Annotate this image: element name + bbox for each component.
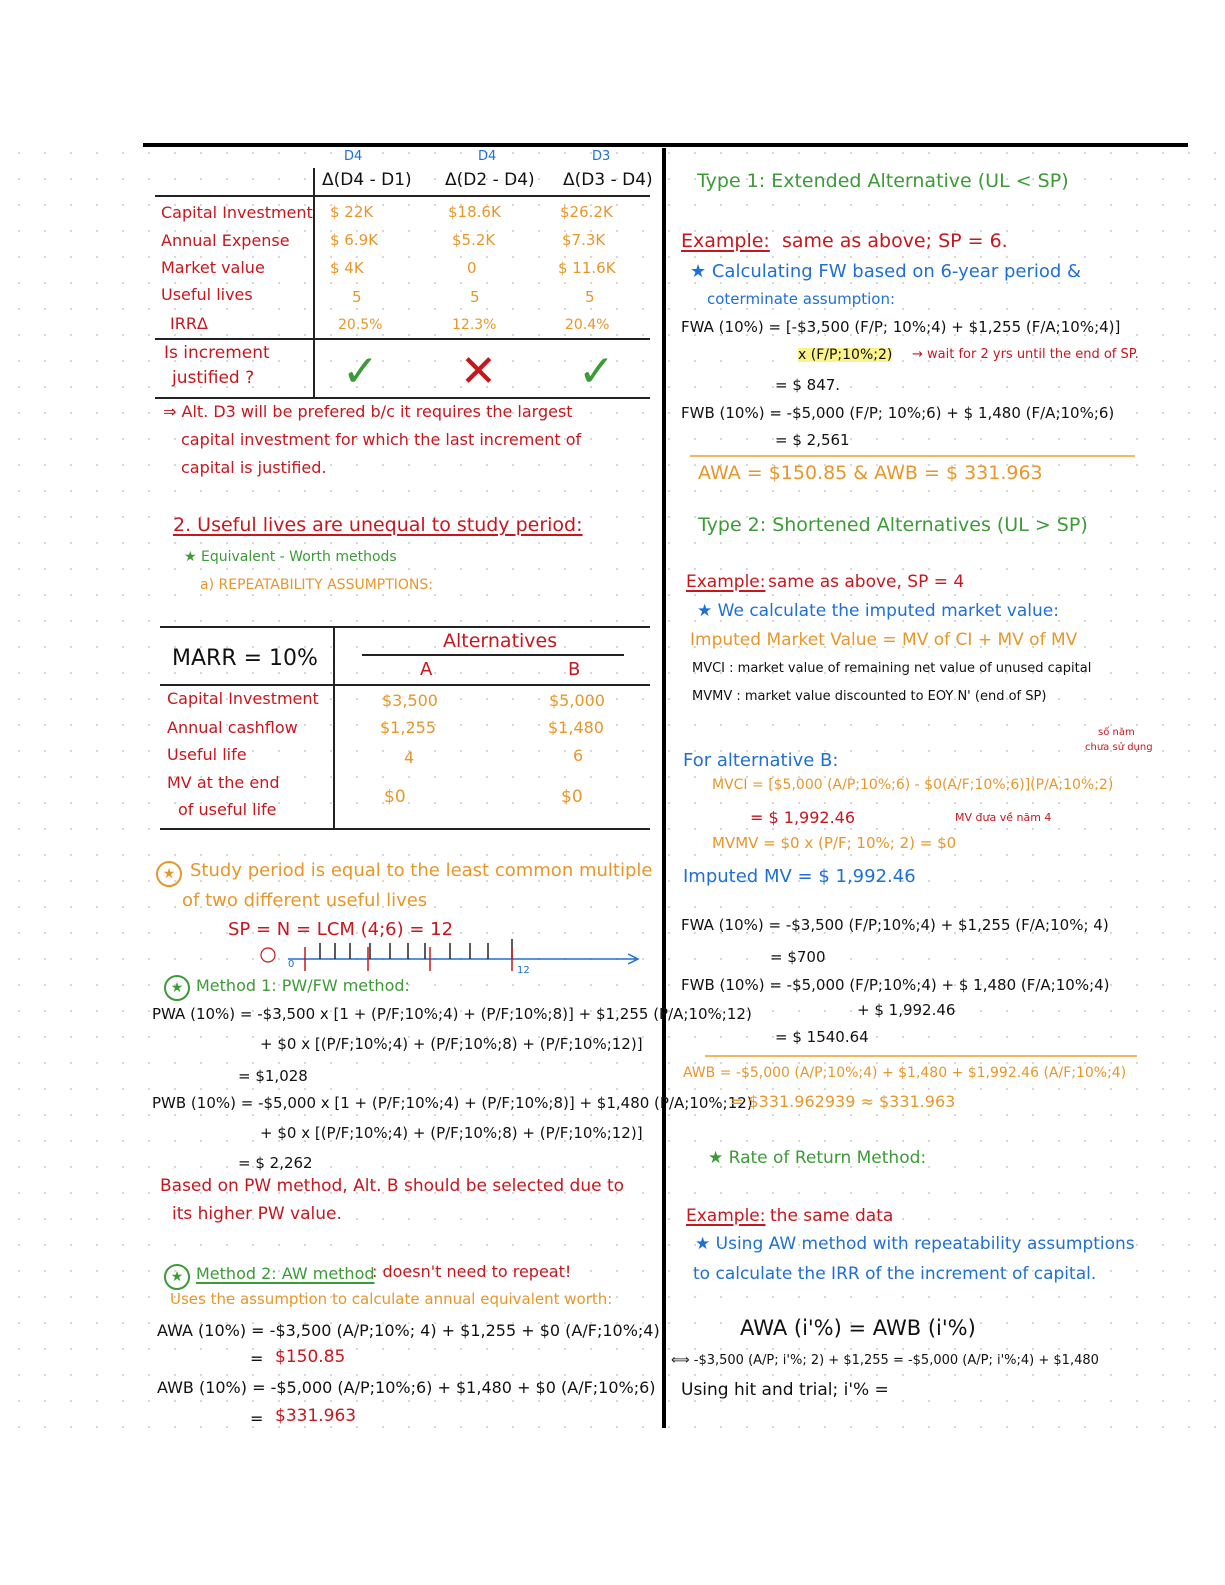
table-rule <box>333 626 335 828</box>
column-header: B <box>568 659 581 680</box>
section-heading: Type 2: Shortened Alternatives (UL > SP) <box>698 514 1088 536</box>
row-label: IRRΔ <box>170 314 208 333</box>
table-rule <box>362 654 624 656</box>
table-rule <box>313 168 315 397</box>
table-cell: $26.2K <box>560 203 613 221</box>
row-label: Capital Investment <box>167 689 319 708</box>
example-label: Example: <box>681 230 770 252</box>
method-note: Uses the assumption to calculate annual equivalent worth: <box>170 1290 613 1308</box>
column-header: Δ(D2 - D4) <box>445 170 535 190</box>
row-label: Market value <box>161 258 265 277</box>
equation-line: MVMV = $0 x (P/F; 10%; 2) = $0 <box>712 834 957 852</box>
table-rule <box>160 828 650 830</box>
example-text: same as above; SP = 6. <box>782 230 1008 252</box>
table-cell: $5,000 <box>549 691 605 710</box>
equation-line: = $ 1540.64 <box>775 1028 869 1046</box>
example-text: same as above, SP = 4 <box>768 572 965 592</box>
cash-flow-timeline <box>250 935 650 975</box>
equation-line: FWA (10%) = [-$3,500 (F/P; 10%;4) + $1,255 (F/A;10%;4)] <box>681 318 1121 336</box>
equation-line: AWB (10%) = -$5,000 (A/P;10%;6) + $1,480 + $0 (A/F;10%;6) <box>157 1378 656 1397</box>
row-label: Useful lives <box>161 285 253 304</box>
conclusion-text: ⇒ Alt. D3 will be prefered b/c it requires the largest <box>163 402 573 421</box>
column-header: Δ(D4 - D1) <box>322 170 412 190</box>
column-header: Alternatives <box>443 630 558 652</box>
result-line: = $331.962939 ≈ $331.963 <box>730 1092 956 1111</box>
table-cell: 12.3% <box>452 317 497 333</box>
table-cell: $1,255 <box>380 718 436 737</box>
method-heading: Method 2: AW method <box>196 1264 375 1283</box>
column-tag: D4 <box>478 149 497 164</box>
example-label: Example: <box>686 572 766 592</box>
equation-line: AWA (i'%) = AWB (i'%) <box>740 1316 976 1340</box>
table-cell: $5.2K <box>452 231 496 249</box>
equation-line: = $ 1,992.46 <box>750 808 856 827</box>
note-text: ★ We calculate the imputed market value: <box>697 601 1059 621</box>
row-label: justified ? <box>172 368 255 388</box>
table-cell: $1,480 <box>548 718 604 737</box>
annotation: → wait for 2 yrs until the end of SP. <box>912 347 1139 362</box>
annotation: số năm <box>1098 727 1135 738</box>
example-text: the same data <box>770 1206 894 1226</box>
definition-text: MVMV : market value discounted to EOY N' (end of SP) <box>692 689 1047 704</box>
equation-line: + $0 x [(P/F;10%;4) + (P/F;10%;8) + (P/F;10%;12)] <box>260 1035 643 1053</box>
equation-line: = <box>250 1349 264 1368</box>
column-tag: D3 <box>592 149 611 164</box>
cross-icon: ✕ <box>460 346 497 397</box>
row-label: Useful life <box>167 745 247 764</box>
table-cell: 5 <box>352 288 362 306</box>
result-line: Imputed MV = $ 1,992.46 <box>683 866 916 887</box>
conclusion-text: Based on PW method, Alt. B should be selected due to <box>160 1176 625 1196</box>
table-cell: 5 <box>585 288 595 306</box>
note-text: Imputed Market Value = MV of CI + MV of MV <box>690 630 1078 650</box>
equation-line: ⟺ -$3,500 (A/P; i'%; 2) + $1,255 = -$5,000 (A/P; i'%;4) + $1,480 <box>671 1353 1099 1368</box>
row-label: Annual Expense <box>161 231 290 250</box>
method-heading: ★ Rate of Return Method: <box>708 1148 927 1168</box>
equation-line: FWB (10%) = -$5,000 (F/P;10%;4) + $ 1,480 (F/A;10%;4) <box>681 976 1110 994</box>
note-text: For alternative B: <box>683 750 839 771</box>
star-icon: ★ <box>156 861 182 887</box>
column-divider <box>662 148 666 1428</box>
equation-line: FWA (10%) = -$3,500 (F/P;10%;4) + $1,255 (F/A;10%; 4) <box>681 916 1109 934</box>
equation-line: + $0 x [(P/F;10%;4) + (P/F;10%;8) + (P/F;10%;12)] <box>260 1124 643 1142</box>
equation-line: MVCI = [$5,000 (A/P;10%;6) - $0(A/F;10%;6)](P/A;10%;2) <box>712 777 1114 793</box>
bottom-margin <box>0 1428 1225 1585</box>
table-cell: 0 <box>467 259 477 277</box>
column-header: A <box>420 659 433 680</box>
equation-line: + $ 1,992.46 <box>857 1001 956 1019</box>
star-icon: ★ <box>164 1264 190 1290</box>
equation-line: AWA (10%) = -$3,500 (A/P;10%; 4) + $1,255 + $0 (A/F;10%;4) <box>157 1321 660 1340</box>
table-cell: 6 <box>573 746 584 765</box>
axis-label: 0 <box>288 959 295 970</box>
section-heading: 2. Useful lives are unequal to study period: <box>173 514 583 536</box>
column-tag: D4 <box>344 149 363 164</box>
equation-line: = $700 <box>770 948 826 966</box>
section-heading: Type 1: Extended Alternative (UL < SP) <box>697 170 1069 192</box>
result-line: AWA = $150.85 & AWB = $ 331.963 <box>698 462 1043 484</box>
row-label: MV at the end <box>167 773 280 792</box>
annotation: MV đưa về năm 4 <box>955 811 1052 824</box>
equation-line: = $1,028 <box>238 1067 308 1085</box>
table-cell: $ 6.9K <box>330 231 379 249</box>
star-icon: ★ <box>164 975 190 1001</box>
table-rule <box>155 397 650 399</box>
orange-rule <box>705 1055 1137 1057</box>
row-label: Capital Investment <box>161 203 313 222</box>
equation-line: PWA (10%) = -$3,500 x [1 + (P/F;10%;4) + (P/F;10%;8)] + $1,255 (P/A;10%;12) <box>152 1005 752 1023</box>
table-cell: $3,500 <box>382 691 438 710</box>
equation-line: AWB = -$5,000 (A/P;10%;4) + $1,480 + $1,992.46 (A/F;10%;4) <box>683 1065 1127 1081</box>
row-label: Is increment <box>164 343 270 363</box>
marr-label: MARR = 10% <box>172 646 318 671</box>
table-rule <box>160 626 650 628</box>
table-rule <box>160 684 650 686</box>
note-text: ★ Calculating FW based on 6-year period & <box>690 261 1082 282</box>
check-icon: ✓ <box>578 346 615 397</box>
row-label: of useful life <box>178 800 277 819</box>
equation-line: x (F/P;10%;2) <box>798 347 893 363</box>
conclusion-text: capital is justified. <box>181 458 327 477</box>
top-rule <box>143 143 1188 147</box>
table-cell: $0 <box>384 787 406 807</box>
table-rule <box>155 195 650 197</box>
table-cell: 5 <box>470 288 480 306</box>
note-text: ★ Using AW method with repeatability assumptions <box>695 1234 1135 1254</box>
table-cell: $18.6K <box>448 203 501 221</box>
equation-line: = <box>250 1409 264 1428</box>
conclusion-text: its higher PW value. <box>172 1204 342 1224</box>
note-text: to calculate the IRR of the increment of capital. <box>693 1264 1097 1284</box>
equation-line: Using hit and trial; i'% = <box>681 1380 889 1400</box>
row-label: Annual cashflow <box>167 718 298 737</box>
table-cell: $7.3K <box>562 231 606 249</box>
table-cell: $ 4K <box>330 259 364 277</box>
note-text: coterminate assumption: <box>707 290 896 308</box>
subheading: a) REPEATABILITY ASSUMPTIONS: <box>200 577 433 593</box>
equation-line: FWB (10%) = -$5,000 (F/P; 10%;6) + $ 1,480 (F/A;10%;6) <box>681 404 1115 422</box>
table-cell: 20.5% <box>338 317 383 333</box>
annotation: chưa sử dụng <box>1085 742 1153 753</box>
study-period-note: of two different useful lives <box>182 890 428 911</box>
equation-line: PWB (10%) = -$5,000 x [1 + (P/F;10%;4) + (P/F;10%;8)] + $1,480 (P/A;10%;12) <box>152 1094 753 1112</box>
column-header: Δ(D3 - D4) <box>563 170 653 190</box>
result-value: $150.85 <box>275 1347 346 1367</box>
check-icon: ✓ <box>342 346 379 397</box>
example-label: Example: <box>686 1206 766 1226</box>
orange-rule <box>690 455 1135 457</box>
study-period-note: Study period is equal to the least common multiple <box>190 860 653 881</box>
result-value: $331.963 <box>275 1406 357 1426</box>
method-note: : doesn't need to repeat! <box>372 1262 572 1281</box>
table-cell: $0 <box>561 787 583 807</box>
subheading: ★ Equivalent - Worth methods <box>184 549 397 565</box>
axis-label: 12 <box>517 965 530 976</box>
table-cell: $ 11.6K <box>558 259 616 277</box>
equation-line: = $ 2,262 <box>238 1154 313 1172</box>
definition-text: MVCI : market value of remaining net value of unused capital <box>692 661 1092 676</box>
study-period-equation: SP = N = LCM (4;6) = 12 <box>228 919 454 940</box>
equation-line: = $ 2,561 <box>775 431 850 449</box>
top-margin <box>0 0 1225 143</box>
table-cell: $ 22K <box>330 203 374 221</box>
method-heading: Method 1: PW/FW method: <box>196 976 410 995</box>
table-cell: 4 <box>404 748 415 767</box>
table-rule <box>155 338 650 340</box>
conclusion-text: capital investment for which the last increment of <box>181 430 582 449</box>
table-cell: 20.4% <box>565 317 610 333</box>
equation-line: = $ 847. <box>775 376 841 394</box>
